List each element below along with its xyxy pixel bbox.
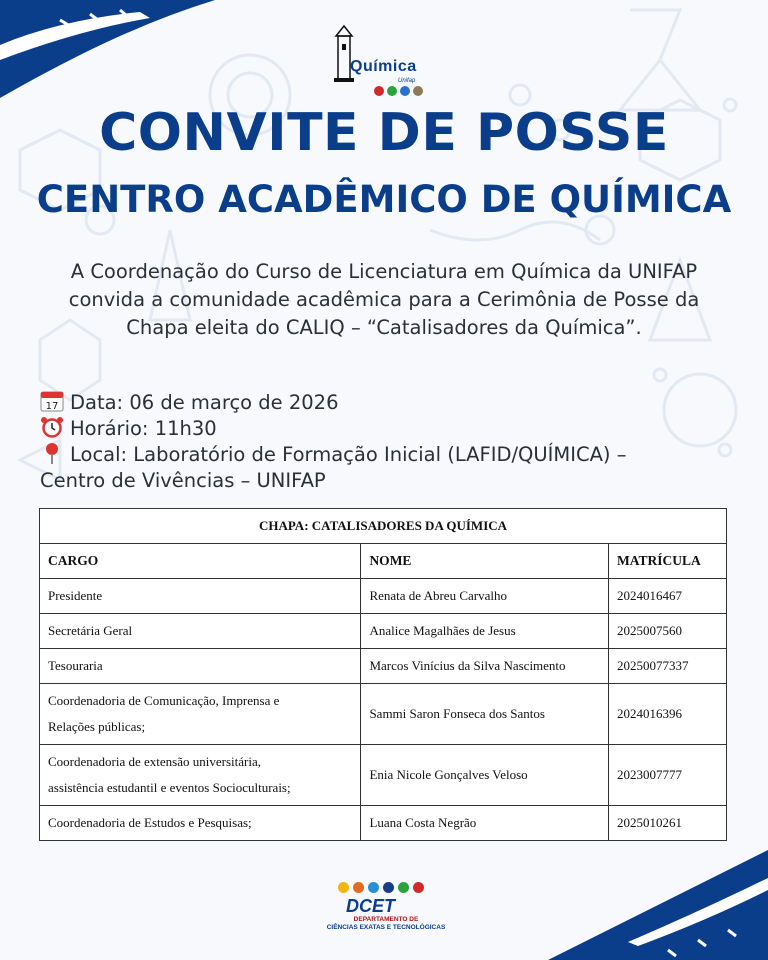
matricula-cell: 2023007777 [609, 745, 727, 806]
nome-cell: Luana Costa Negrão [361, 806, 609, 841]
computer-icon [383, 882, 394, 893]
table-row [40, 684, 727, 745]
pi-icon [338, 882, 349, 893]
table-caption: CHAPA: CATALISADORES DA QUÍMICA [40, 509, 727, 544]
cargo-cell: Coordenadoria de Estudos e Pesquisas; [40, 806, 361, 841]
gear-icon [398, 882, 409, 893]
logo-name: Química [350, 58, 417, 75]
dcet-icons [338, 882, 424, 893]
cargo-line2: assistência estudantil e eventos Socioculturais; [48, 780, 291, 795]
cargo-line1: Coordenadoria de extensão universitária, [48, 754, 261, 769]
cargo-line1: Coordenadoria de Comunicação, Imprensa e [48, 693, 280, 708]
cargo-cell: Tesouraria [40, 649, 361, 684]
atom-icon [374, 86, 384, 96]
flask-icon [387, 86, 397, 96]
nome-cell: Renata de Abreu Carvalho [361, 579, 609, 614]
location-row [40, 442, 740, 468]
table-row [40, 579, 727, 614]
subtitle: CENTRO ACADÊMICO DE QUÍMICA [36, 178, 732, 221]
cargo-cell: Presidente [40, 579, 361, 614]
matricula-cell: 2024016396 [609, 684, 727, 745]
cargo-cell [40, 684, 361, 745]
dcet-line2: CIÊNCIAS EXATAS E TECNOLÓGICAS [326, 924, 446, 931]
person-icon [368, 882, 379, 893]
event-details [40, 390, 740, 494]
column-header-nome: NOME [361, 544, 609, 579]
dcet-line1: DEPARTAMENTO DE [353, 916, 419, 923]
matricula-cell: 20250077337 [609, 649, 727, 684]
atom-icon [413, 882, 424, 893]
dcet-name: DCET [346, 896, 395, 916]
location-text-line2: Centro de Vivências – UNIFAP [40, 469, 326, 492]
column-header-cargo: CARGO [40, 544, 361, 579]
cargo-cell [40, 745, 361, 806]
matricula-cell: 2024016467 [609, 579, 727, 614]
column-header-matricula: MATRÍCULA [609, 544, 727, 579]
cargo-cell: Secretária Geral [40, 614, 361, 649]
pushpin-icon [40, 442, 64, 464]
calendar-icon [40, 390, 64, 412]
matricula-cell: 2025007560 [609, 614, 727, 649]
location-row-2 [40, 468, 740, 494]
nome-cell: Analice Magalhães de Jesus [361, 614, 609, 649]
location-text-line1: Local: Laboratório de Formação Inicial (LAFID/QUÍMICA) – [70, 443, 627, 466]
table-row [40, 806, 727, 841]
molecule-icon [400, 86, 410, 96]
bottom-right-swoosh [538, 850, 768, 960]
logo-dots [374, 86, 423, 96]
matricula-cell: 2025010261 [609, 806, 727, 841]
main-title: CONVITE DE POSSE [99, 103, 669, 163]
time-row [40, 416, 740, 442]
nome-cell: Marcos Vinícius da Silva Nascimento [361, 649, 609, 684]
top-left-swoosh [0, 0, 230, 100]
quimica-unifap-logo [330, 22, 440, 100]
table-row [40, 745, 727, 806]
lab-icon [353, 882, 364, 893]
invitation-text: A Coordenação do Curso de Licenciatura em Química da UNIFAP convida a comunidade acadêmica para a Cerimônia de Posse da Chapa eleita do CALIQ – “Catalisadores da Química”. [68, 260, 700, 339]
cargo-line2: Relações públicas; [48, 719, 146, 734]
calendar-day: 17 [45, 401, 59, 412]
table-row [40, 614, 727, 649]
table-row [40, 649, 727, 684]
dcet-logo [316, 880, 456, 942]
nome-cell: Sammi Saron Fonseca dos Santos [361, 684, 609, 745]
gear-icon [413, 86, 423, 96]
date-text: Data: 06 de março de 2026 [70, 391, 339, 414]
time-text: Horário: 11h30 [70, 417, 217, 440]
nome-cell: Enia Nicole Gonçalves Veloso [361, 745, 609, 806]
chapa-table [39, 508, 727, 841]
alarm-clock-icon [40, 416, 64, 438]
date-row [40, 390, 740, 416]
logo-subtitle: Unifap [398, 78, 416, 84]
